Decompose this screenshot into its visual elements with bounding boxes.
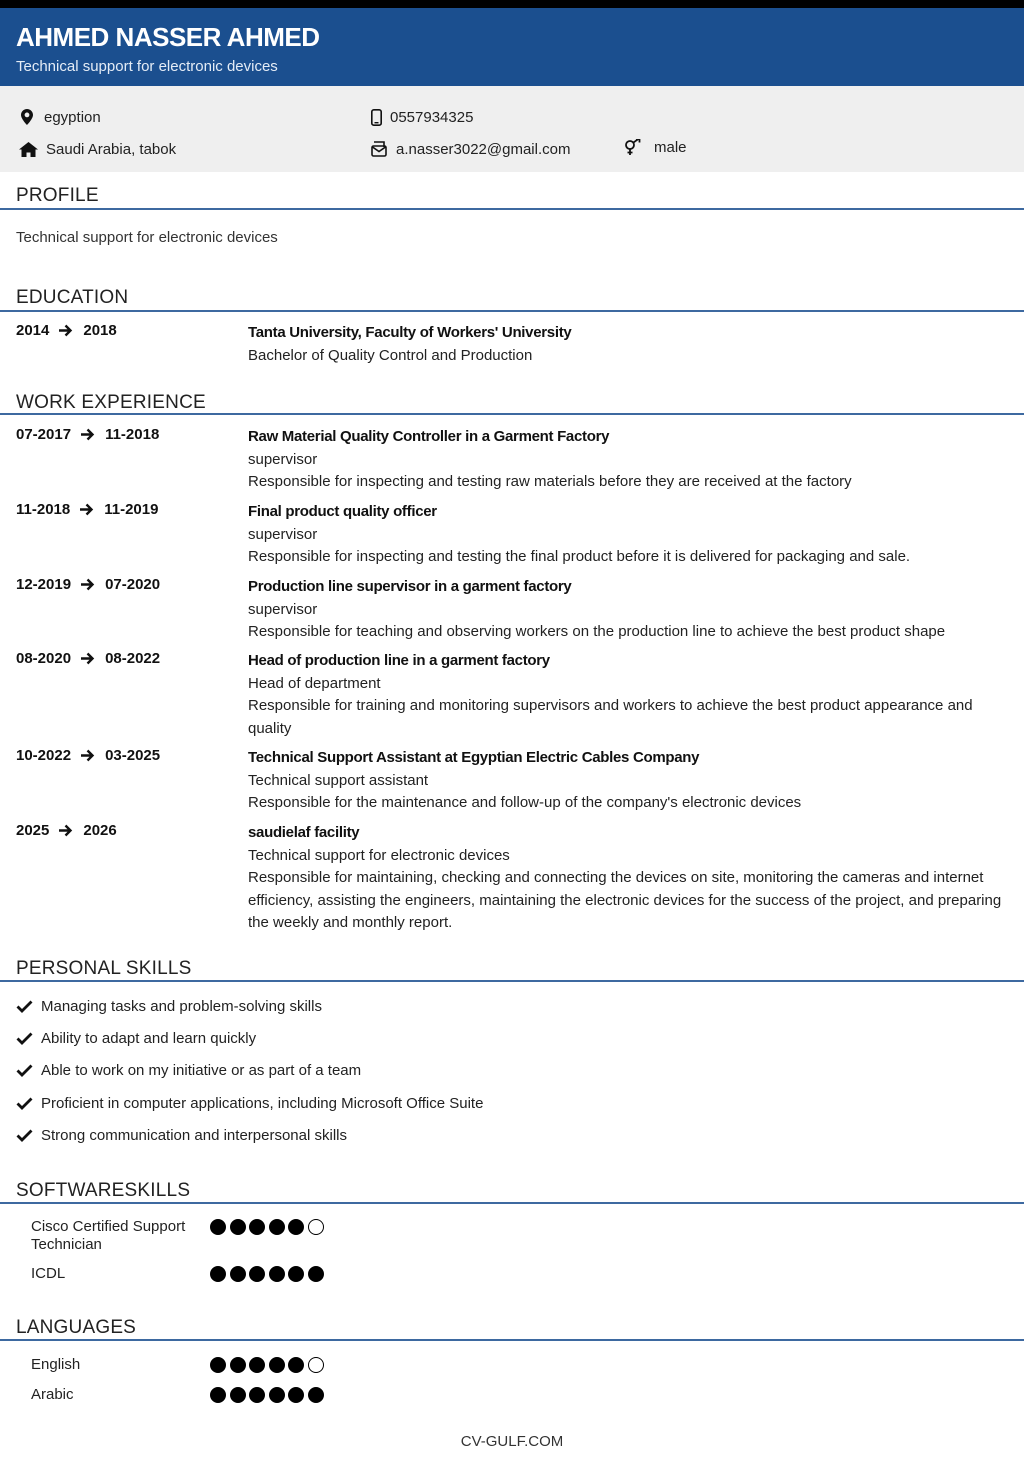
contact-nationality: [18, 108, 101, 126]
checkmark-icon: [16, 1000, 33, 1014]
rating-dot-filled: [230, 1387, 246, 1403]
skill-text: Managing tasks and problem-solving skills: [41, 998, 322, 1015]
rating-dots: [210, 1266, 328, 1282]
map-marker-icon: [18, 108, 36, 126]
arrow-right-icon: [81, 749, 95, 762]
contact-phone[interactable]: [370, 108, 473, 126]
job-role: supervisor: [248, 525, 318, 543]
contact-address: [18, 140, 176, 158]
experience-details: [248, 426, 1008, 494]
phone-text: 0557934325: [390, 108, 474, 126]
skill-item: [16, 1095, 483, 1112]
skill-item: [16, 1062, 361, 1079]
rating-dot-filled: [288, 1266, 304, 1282]
date-start: 08-2020: [16, 650, 72, 667]
date-start: 10-2022: [16, 747, 72, 764]
address-text: Saudi Arabia, tabok: [46, 140, 177, 158]
date-end: 2026: [83, 822, 117, 839]
job-title: Head of production line in a garment factory: [248, 652, 550, 669]
date-end: 11-2018: [105, 426, 160, 443]
rating-dot-filled: [249, 1219, 265, 1235]
gender-icon: [624, 138, 644, 156]
gender-text: male: [654, 138, 687, 156]
date-end: 07-2020: [105, 576, 161, 593]
email-text: a.nasser3022@gmail.com: [396, 140, 571, 158]
job-description: Responsible for training and monitoring supervisors and workers to achieve the best product appearance and quality: [248, 697, 973, 737]
rating-dot-filled: [249, 1387, 265, 1403]
job-role: Technical support assistant: [248, 771, 429, 789]
experience-details: [248, 747, 1008, 815]
footer-brand: CV-GULF.COM: [460, 1433, 564, 1450]
education-institution: Tanta University, Faculty of Workers' University: [248, 324, 572, 341]
envelope-icon: [370, 140, 388, 158]
rating-dot-empty: [308, 1219, 324, 1235]
rating-dot-filled: [308, 1266, 324, 1282]
job-description: Responsible for maintaining, checking and connecting the devices on site, monitoring the cameras and internet efficiency, assisting the engineers, maintaining the electronic devices for the success of the project, and preparing the weekly and monthly report.: [248, 869, 1002, 931]
skill-text: Ability to adapt and learn quickly: [41, 1030, 257, 1047]
personal-skills-heading: PERSONAL SKILLS: [16, 958, 192, 979]
checkmark-icon: [16, 1032, 33, 1046]
rating-dot-filled: [210, 1219, 226, 1235]
contact-gender: [624, 138, 687, 156]
top-black-bar: [0, 0, 1024, 8]
arrow-right-icon: [59, 824, 73, 837]
skill-text: Strong communication and interpersonal skills: [41, 1127, 347, 1144]
job-title: saudielaf facility: [248, 824, 360, 841]
date-end: 08-2022: [105, 650, 161, 667]
profile-divider: [0, 208, 1024, 210]
rating-dot-filled: [269, 1266, 285, 1282]
rating-dots: [210, 1387, 328, 1403]
date-start: 2014: [16, 322, 50, 339]
rating-dot-filled: [230, 1357, 246, 1373]
profile-heading: PROFILE: [16, 185, 99, 206]
rating-dot-filled: [308, 1387, 324, 1403]
arrow-right-icon: [81, 578, 95, 591]
languages-divider: [0, 1339, 1024, 1341]
education-degree: Bachelor of Quality Control and Production: [248, 346, 533, 364]
header-banner: [0, 8, 1024, 86]
languages-heading: LANGUAGES: [16, 1317, 137, 1338]
rating-dot-filled: [210, 1387, 226, 1403]
arrow-right-icon: [59, 324, 73, 337]
experience-dates: [16, 650, 160, 667]
candidate-name: AHMED NASSER AHMED: [16, 22, 320, 52]
arrow-right-icon: [81, 428, 95, 441]
checkmark-icon: [16, 1129, 33, 1143]
job-role: Head of department: [248, 674, 381, 692]
home-icon: [18, 140, 38, 158]
date-end: 03-2025: [105, 747, 161, 764]
rating-dots: [210, 1219, 328, 1235]
profile-text: Technical support for electronic devices: [16, 229, 278, 246]
experience-heading: WORK EXPERIENCE: [16, 392, 206, 413]
job-role: supervisor: [248, 600, 318, 618]
rating-dot-filled: [230, 1219, 246, 1235]
rating-dot-filled: [288, 1357, 304, 1373]
rating-dot-filled: [288, 1387, 304, 1403]
skill-text: Proficient in computer applications, including Microsoft Office Suite: [41, 1095, 484, 1112]
contact-panel: [0, 86, 1024, 172]
job-description: Responsible for inspecting and testing raw materials before they are received at the factory: [248, 473, 852, 490]
job-description: Responsible for the maintenance and follow-up of the company's electronic devices: [248, 794, 802, 811]
experience-details: [248, 576, 1008, 644]
skill-item: [16, 1127, 347, 1144]
software-skills-heading: SOFTWARESKILLS: [16, 1180, 191, 1201]
education-dates: [16, 322, 117, 339]
software-skill-name: Cisco Certified Support Technician: [31, 1218, 186, 1253]
rating-dot-filled: [249, 1357, 265, 1373]
experience-divider: [0, 413, 1024, 415]
experience-dates: [16, 747, 160, 764]
rating-dot-filled: [269, 1357, 285, 1373]
software-skill-name: ICDL: [31, 1265, 66, 1282]
rating-dot-filled: [210, 1357, 226, 1373]
experience-dates: [16, 501, 158, 518]
language-name: English: [31, 1356, 81, 1373]
rating-dot-filled: [288, 1219, 304, 1235]
skill-item: [16, 1030, 256, 1047]
job-role: supervisor: [248, 450, 318, 468]
experience-details: [248, 650, 1008, 740]
language-name: Arabic: [31, 1386, 74, 1403]
skill-text: Able to work on my initiative or as part of a team: [41, 1062, 362, 1079]
date-start: 11-2018: [16, 501, 71, 518]
rating-dot-filled: [249, 1266, 265, 1282]
date-start: 07-2017: [16, 426, 72, 443]
candidate-tagline: Technical support for electronic devices: [16, 58, 278, 75]
checkmark-icon: [16, 1097, 33, 1111]
job-description: Responsible for teaching and observing workers on the production line to achieve the best product shape: [248, 623, 946, 640]
checkmark-icon: [16, 1064, 33, 1078]
rating-dot-filled: [230, 1266, 246, 1282]
education-divider: [0, 310, 1024, 312]
date-end: 11-2019: [104, 501, 159, 518]
job-description: Responsible for inspecting and testing the final product before it is delivered for packaging and sale.: [248, 548, 911, 565]
date-start: 2025: [16, 822, 50, 839]
job-title: Technical Support Assistant at Egyptian Electric Cables Company: [248, 749, 700, 766]
arrow-right-icon: [81, 652, 95, 665]
experience-details: [248, 501, 1008, 569]
date-start: 12-2019: [16, 576, 72, 593]
skill-item: [16, 998, 322, 1015]
arrow-right-icon: [80, 503, 94, 516]
personal-skills-divider: [0, 980, 1024, 982]
education-heading: EDUCATION: [16, 287, 129, 308]
experience-dates: [16, 426, 159, 443]
education-details: [248, 322, 1008, 367]
rating-dot-filled: [269, 1219, 285, 1235]
nationality-text: egyption: [44, 108, 101, 126]
experience-dates: [16, 576, 160, 593]
contact-email[interactable]: [370, 140, 570, 158]
job-title: Final product quality officer: [248, 503, 437, 520]
date-end: 2018: [83, 322, 117, 339]
job-title: Raw Material Quality Controller in a Garment Factory: [248, 428, 610, 445]
rating-dot-filled: [210, 1266, 226, 1282]
experience-dates: [16, 822, 117, 839]
job-title: Production line supervisor in a garment factory: [248, 578, 572, 595]
mobile-phone-icon: [370, 108, 382, 126]
rating-dots: [210, 1357, 328, 1373]
experience-details: [248, 822, 1008, 935]
rating-dot-empty: [308, 1357, 324, 1373]
rating-dot-filled: [269, 1387, 285, 1403]
software-skills-divider: [0, 1202, 1024, 1204]
job-role: Technical support for electronic devices: [248, 846, 510, 864]
